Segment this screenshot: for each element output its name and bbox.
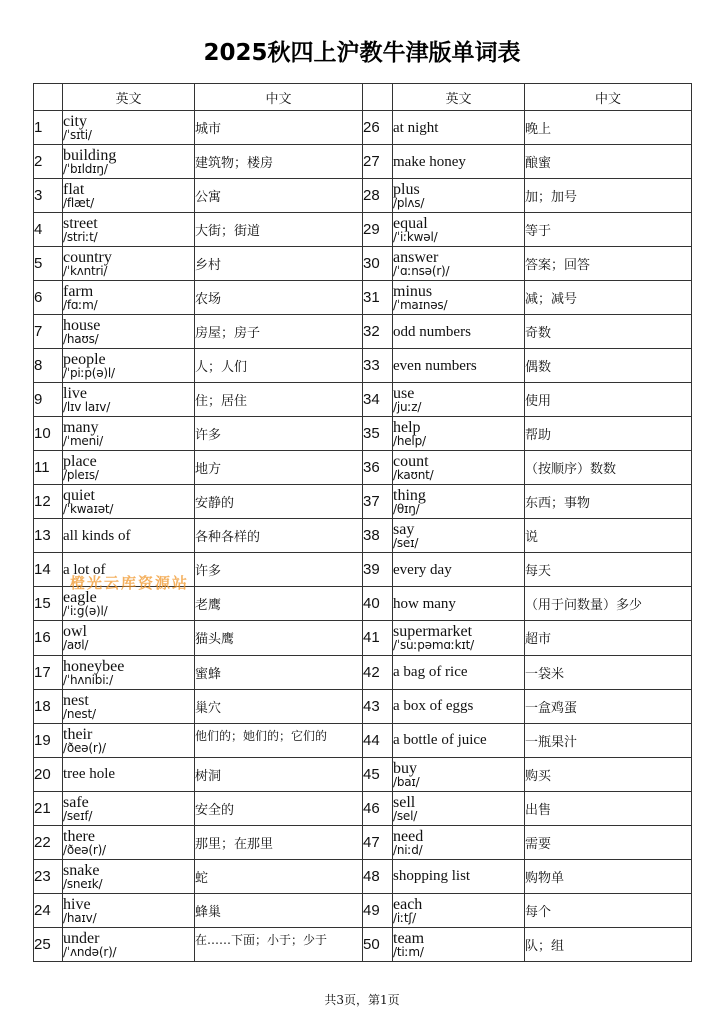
entry-phonetic: /ˈhʌnibiː/ bbox=[63, 672, 114, 687]
entry-word: a lot of bbox=[63, 561, 106, 578]
entry-word: how many bbox=[393, 595, 456, 612]
entry-phonetic: /ˈmeni/ bbox=[63, 434, 103, 449]
entry-word: people bbox=[63, 351, 106, 369]
entry-word: street bbox=[63, 215, 98, 233]
vocab-table bbox=[33, 83, 692, 962]
entry-chinese: 每天 bbox=[525, 553, 692, 587]
entry-word: under bbox=[63, 929, 100, 947]
entry-number: 29 bbox=[363, 213, 393, 247]
entry-number: 3 bbox=[34, 179, 63, 213]
entry-english bbox=[63, 111, 195, 145]
entry-chinese: 东西；事物 bbox=[525, 485, 692, 519]
entry-phonetic: /ˈkwaɪət/ bbox=[63, 502, 114, 517]
entry-word: their bbox=[63, 725, 93, 743]
entry-word: count bbox=[393, 453, 429, 471]
entry-english bbox=[63, 757, 195, 791]
entry-number: 40 bbox=[363, 587, 393, 621]
entry-number: 37 bbox=[363, 485, 393, 519]
entry-chinese: 在……下面；小于；少于 bbox=[195, 927, 363, 961]
entry-number: 41 bbox=[363, 621, 393, 655]
entry-english bbox=[63, 383, 195, 417]
entry-phonetic: /fɑːm/ bbox=[63, 298, 98, 313]
entry-number: 45 bbox=[363, 757, 393, 791]
entry-word: plus bbox=[393, 181, 420, 199]
entry-chinese: 那里；在那里 bbox=[195, 825, 363, 859]
entry-word: a box of eggs bbox=[393, 698, 474, 715]
table-row bbox=[34, 893, 692, 927]
table-row bbox=[34, 689, 692, 723]
table-row bbox=[34, 213, 692, 247]
entry-word: a bag of rice bbox=[393, 664, 468, 681]
entry-number: 15 bbox=[34, 587, 63, 621]
entry-chinese: 答案；回答 bbox=[525, 247, 692, 281]
entry-phonetic: /ˈiːkwəl/ bbox=[393, 230, 438, 245]
entry-english bbox=[393, 791, 525, 825]
entry-chinese: 地方 bbox=[195, 451, 363, 485]
entry-number: 49 bbox=[363, 893, 393, 927]
entry-number: 39 bbox=[363, 553, 393, 587]
entry-phonetic: /nest/ bbox=[63, 706, 96, 721]
entry-number: 20 bbox=[34, 757, 63, 791]
entry-number: 33 bbox=[363, 349, 393, 383]
entry-english bbox=[393, 927, 525, 961]
entry-word: thing bbox=[393, 487, 426, 505]
entry-number: 2 bbox=[34, 145, 63, 179]
entry-number: 31 bbox=[363, 281, 393, 315]
entry-number: 34 bbox=[363, 383, 393, 417]
entry-chinese: 大街；街道 bbox=[195, 213, 363, 247]
entry-chinese: 树洞 bbox=[195, 757, 363, 791]
entry-number: 1 bbox=[34, 111, 63, 145]
table-row bbox=[34, 383, 692, 417]
entry-chinese: 安全的 bbox=[195, 791, 363, 825]
entry-english bbox=[393, 519, 525, 553]
entry-english bbox=[393, 689, 525, 723]
entry-phonetic: /plʌs/ bbox=[393, 196, 425, 211]
entry-english bbox=[393, 553, 525, 587]
entry-english bbox=[63, 247, 195, 281]
entry-word: snake bbox=[63, 861, 100, 879]
entry-phonetic: /tiːm/ bbox=[393, 944, 424, 959]
entry-phonetic: /seɪ/ bbox=[393, 536, 419, 551]
entry-english bbox=[393, 757, 525, 791]
entry-number: 6 bbox=[34, 281, 63, 315]
entry-number: 21 bbox=[34, 791, 63, 825]
table-row bbox=[34, 111, 692, 145]
entry-chinese: 蜂巢 bbox=[195, 893, 363, 927]
table-row bbox=[34, 145, 692, 179]
entry-chinese: 酿蜜 bbox=[525, 145, 692, 179]
entry-english bbox=[393, 587, 525, 621]
entry-phonetic: /ˈmaɪnəs/ bbox=[393, 298, 448, 313]
entry-english bbox=[393, 723, 525, 757]
table-row bbox=[34, 417, 692, 451]
entry-word: shopping list bbox=[393, 868, 471, 885]
entry-phonetic: /sneɪk/ bbox=[63, 876, 103, 891]
entry-word: even numbers bbox=[393, 357, 477, 374]
entry-number: 24 bbox=[34, 893, 63, 927]
entry-word: a bottle of juice bbox=[393, 732, 487, 749]
entry-chinese: 蜜蜂 bbox=[195, 655, 363, 689]
entry-word: city bbox=[63, 113, 87, 131]
entry-english bbox=[393, 485, 525, 519]
entry-chinese: 加；加号 bbox=[525, 179, 692, 213]
entry-number: 35 bbox=[363, 417, 393, 451]
entry-english bbox=[393, 893, 525, 927]
entry-chinese: 使用 bbox=[525, 383, 692, 417]
entry-phonetic: /niːd/ bbox=[393, 842, 423, 857]
entry-chinese: 偶数 bbox=[525, 349, 692, 383]
table-row bbox=[34, 791, 692, 825]
entry-english bbox=[63, 485, 195, 519]
header-num-right bbox=[363, 84, 393, 111]
entry-number: 5 bbox=[34, 247, 63, 281]
entry-english bbox=[63, 213, 195, 247]
entry-number: 14 bbox=[34, 553, 63, 587]
entry-number: 36 bbox=[363, 451, 393, 485]
entry-number: 16 bbox=[34, 621, 63, 655]
table-row bbox=[34, 179, 692, 213]
table-row bbox=[34, 349, 692, 383]
entry-word: flat bbox=[63, 181, 85, 199]
entry-chinese: 每个 bbox=[525, 893, 692, 927]
entry-chinese: （用于问数量）多少 bbox=[525, 587, 692, 621]
table-row bbox=[34, 825, 692, 859]
entry-english bbox=[63, 451, 195, 485]
entry-chinese: 许多 bbox=[195, 417, 363, 451]
entry-word: hive bbox=[63, 895, 91, 913]
entry-english bbox=[63, 179, 195, 213]
entry-english bbox=[393, 315, 525, 349]
entry-english bbox=[63, 621, 195, 655]
entry-number: 44 bbox=[363, 723, 393, 757]
entry-word: sell bbox=[393, 793, 416, 811]
entry-english bbox=[393, 417, 525, 451]
entry-english bbox=[63, 145, 195, 179]
entry-phonetic: /ˈsɪti/ bbox=[63, 128, 92, 143]
table-row bbox=[34, 723, 692, 757]
entry-word: building bbox=[63, 147, 117, 165]
entry-word: there bbox=[63, 827, 95, 845]
table-row bbox=[34, 757, 692, 791]
entry-number: 46 bbox=[363, 791, 393, 825]
table-row bbox=[34, 451, 692, 485]
header-num-left bbox=[34, 84, 63, 111]
entry-number: 17 bbox=[34, 655, 63, 689]
entry-english bbox=[393, 247, 525, 281]
entry-chinese: 建筑物；楼房 bbox=[195, 145, 363, 179]
entry-english bbox=[63, 791, 195, 825]
entry-number: 28 bbox=[363, 179, 393, 213]
page-footer: 共3页，第1页 bbox=[324, 993, 400, 1007]
entry-english bbox=[393, 859, 525, 893]
entry-english bbox=[63, 859, 195, 893]
entry-chinese: 超市 bbox=[525, 621, 692, 655]
entry-word: live bbox=[63, 385, 87, 403]
entry-english bbox=[63, 655, 195, 689]
table-row bbox=[34, 281, 692, 315]
table-row bbox=[34, 315, 692, 349]
entry-word: equal bbox=[393, 215, 428, 233]
entry-number: 9 bbox=[34, 383, 63, 417]
entry-english bbox=[63, 893, 195, 927]
entry-number: 47 bbox=[363, 825, 393, 859]
entry-word: tree hole bbox=[63, 766, 116, 783]
entry-number: 7 bbox=[34, 315, 63, 349]
entry-phonetic: /haɪv/ bbox=[63, 910, 97, 925]
entry-number: 43 bbox=[363, 689, 393, 723]
entry-word: farm bbox=[63, 283, 94, 301]
header-en-right: 英文 bbox=[393, 84, 525, 111]
entry-phonetic: /kaʊnt/ bbox=[393, 468, 434, 483]
entry-word: honeybee bbox=[63, 657, 125, 675]
entry-number: 23 bbox=[34, 859, 63, 893]
entry-phonetic: /help/ bbox=[393, 434, 426, 449]
entry-phonetic: /ˈkʌntri/ bbox=[63, 264, 108, 279]
entry-chinese: 许多 bbox=[195, 553, 363, 587]
entry-number: 50 bbox=[363, 927, 393, 961]
entry-phonetic: /aʊl/ bbox=[63, 638, 89, 653]
entry-chinese: 他们的；她们的；它们的 bbox=[195, 723, 363, 757]
entry-word: country bbox=[63, 249, 112, 267]
entry-phonetic: /baɪ/ bbox=[393, 774, 420, 789]
entry-word: many bbox=[63, 419, 99, 437]
entry-english bbox=[63, 349, 195, 383]
entry-phonetic: /sel/ bbox=[393, 808, 418, 823]
entry-english bbox=[63, 723, 195, 757]
entry-chinese: 帮助 bbox=[525, 417, 692, 451]
entry-chinese: 巢穴 bbox=[195, 689, 363, 723]
entry-word: need bbox=[393, 827, 424, 845]
table-header-row bbox=[34, 84, 692, 111]
entry-english bbox=[393, 621, 525, 655]
entry-chinese: 一袋米 bbox=[525, 655, 692, 689]
page-title: 2025秋四上沪教牛津版单词表 bbox=[203, 40, 521, 66]
entry-chinese: 购买 bbox=[525, 757, 692, 791]
entry-english bbox=[63, 825, 195, 859]
entry-number: 32 bbox=[363, 315, 393, 349]
entry-english bbox=[63, 927, 195, 961]
entry-english bbox=[393, 145, 525, 179]
entry-english bbox=[393, 281, 525, 315]
entry-chinese: 等于 bbox=[525, 213, 692, 247]
entry-phonetic: /ðeə(r)/ bbox=[63, 842, 106, 857]
entry-number: 10 bbox=[34, 417, 63, 451]
entry-english bbox=[63, 689, 195, 723]
entry-number: 42 bbox=[363, 655, 393, 689]
entry-number: 18 bbox=[34, 689, 63, 723]
entry-english bbox=[393, 825, 525, 859]
entry-english bbox=[393, 349, 525, 383]
entry-word: safe bbox=[63, 793, 89, 811]
entry-english bbox=[63, 281, 195, 315]
entry-chinese: 购物单 bbox=[525, 859, 692, 893]
entry-phonetic: /ˈpiːp(ə)l/ bbox=[63, 366, 115, 381]
entry-number: 27 bbox=[363, 145, 393, 179]
header-zh-right: 中文 bbox=[525, 84, 692, 111]
entry-word: answer bbox=[393, 249, 439, 267]
table-row bbox=[34, 927, 692, 961]
entry-chinese: 一瓶果汁 bbox=[525, 723, 692, 757]
table-row bbox=[34, 655, 692, 689]
entry-chinese: （按顺序）数数 bbox=[525, 451, 692, 485]
entry-chinese: 晚上 bbox=[525, 111, 692, 145]
entry-word: team bbox=[393, 929, 425, 947]
entry-chinese: 一盒鸡蛋 bbox=[525, 689, 692, 723]
entry-word: buy bbox=[393, 759, 417, 777]
entry-chinese: 队；组 bbox=[525, 927, 692, 961]
table-row bbox=[34, 621, 692, 655]
entry-phonetic: /ðeə(r)/ bbox=[63, 740, 106, 755]
entry-chinese: 农场 bbox=[195, 281, 363, 315]
entry-chinese: 人；人们 bbox=[195, 349, 363, 383]
entry-word: make honey bbox=[393, 153, 466, 170]
entry-number: 48 bbox=[363, 859, 393, 893]
table-body bbox=[34, 111, 692, 962]
entry-number: 13 bbox=[34, 519, 63, 553]
entry-chinese: 减；减号 bbox=[525, 281, 692, 315]
entry-number: 26 bbox=[363, 111, 393, 145]
entry-phonetic: /juːz/ bbox=[393, 400, 422, 415]
entry-english bbox=[63, 417, 195, 451]
entry-english bbox=[393, 213, 525, 247]
entry-word: at night bbox=[393, 119, 439, 136]
entry-phonetic: /flæt/ bbox=[63, 196, 94, 211]
entry-chinese: 房屋；房子 bbox=[195, 315, 363, 349]
entry-phonetic: /θɪŋ/ bbox=[393, 502, 420, 517]
entry-word: say bbox=[393, 521, 415, 539]
entry-word: supermarket bbox=[393, 623, 473, 641]
entry-english bbox=[393, 111, 525, 145]
entry-word: nest bbox=[63, 691, 89, 709]
entry-english bbox=[393, 451, 525, 485]
entry-phonetic: /haʊs/ bbox=[63, 332, 99, 347]
entry-number: 12 bbox=[34, 485, 63, 519]
entry-word: help bbox=[393, 419, 421, 437]
entry-chinese: 公寓 bbox=[195, 179, 363, 213]
entry-phonetic: /ˈbɪldɪŋ/ bbox=[63, 162, 108, 177]
header-en-left: 英文 bbox=[63, 84, 195, 111]
entry-phonetic: /seɪf/ bbox=[63, 808, 93, 823]
entry-word: each bbox=[393, 895, 423, 913]
entry-phonetic: /ˈiːg(ə)l/ bbox=[63, 604, 108, 619]
entry-phonetic: /pleɪs/ bbox=[63, 468, 99, 483]
entry-phonetic: /ˈɑːnsə(r)/ bbox=[393, 264, 450, 279]
entry-phonetic: /ˈʌndə(r)/ bbox=[63, 944, 117, 959]
entry-word: every day bbox=[393, 561, 452, 578]
entry-english bbox=[393, 179, 525, 213]
entry-chinese: 城市 bbox=[195, 111, 363, 145]
entry-chinese: 需要 bbox=[525, 825, 692, 859]
entry-word: house bbox=[63, 317, 101, 335]
entry-phonetic: /ˈsuːpəmɑːkɪt/ bbox=[393, 638, 474, 653]
entry-number: 19 bbox=[34, 723, 63, 757]
entry-word: odd numbers bbox=[393, 323, 471, 340]
entry-number: 8 bbox=[34, 349, 63, 383]
entry-english bbox=[393, 655, 525, 689]
entry-word: all kinds of bbox=[63, 527, 131, 544]
entry-chinese: 奇数 bbox=[525, 315, 692, 349]
entry-number: 22 bbox=[34, 825, 63, 859]
entry-word: owl bbox=[63, 623, 87, 641]
entry-chinese: 住；居住 bbox=[195, 383, 363, 417]
table-row bbox=[34, 247, 692, 281]
table-row bbox=[34, 485, 692, 519]
entry-chinese: 乡村 bbox=[195, 247, 363, 281]
entry-chinese: 猫头鹰 bbox=[195, 621, 363, 655]
entry-phonetic: /striːt/ bbox=[63, 230, 98, 245]
table-row bbox=[34, 859, 692, 893]
entry-chinese: 说 bbox=[525, 519, 692, 553]
entry-chinese: 蛇 bbox=[195, 859, 363, 893]
entry-chinese: 各种各样的 bbox=[195, 519, 363, 553]
entry-number: 11 bbox=[34, 451, 63, 485]
entry-word: minus bbox=[393, 283, 433, 301]
table-row bbox=[34, 519, 692, 553]
entry-word: quiet bbox=[63, 487, 95, 505]
entry-word: eagle bbox=[63, 589, 97, 607]
entry-english bbox=[63, 315, 195, 349]
entry-number: 38 bbox=[363, 519, 393, 553]
entry-number: 30 bbox=[363, 247, 393, 281]
entry-english bbox=[63, 519, 195, 553]
watermark: 橙光云库资源站 bbox=[70, 574, 190, 592]
entry-chinese: 安静的 bbox=[195, 485, 363, 519]
entry-phonetic: /lɪv laɪv/ bbox=[63, 400, 111, 415]
entry-number: 4 bbox=[34, 213, 63, 247]
header-zh-left: 中文 bbox=[195, 84, 363, 111]
entry-chinese: 老鹰 bbox=[195, 587, 363, 621]
entry-word: place bbox=[63, 453, 97, 471]
entry-number: 25 bbox=[34, 927, 63, 961]
entry-phonetic: /iːtʃ/ bbox=[393, 910, 416, 925]
entry-chinese: 出售 bbox=[525, 791, 692, 825]
entry-english bbox=[393, 383, 525, 417]
entry-word: use bbox=[393, 385, 415, 403]
